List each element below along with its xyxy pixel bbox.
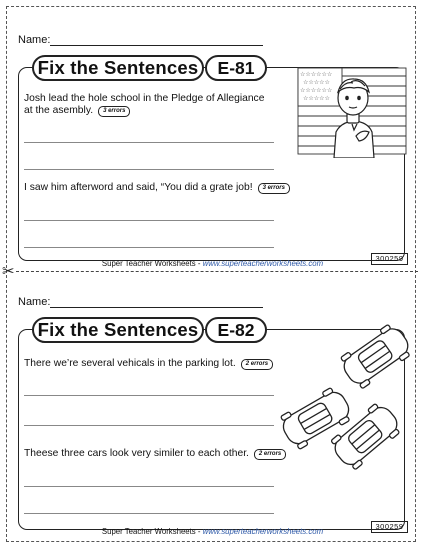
answer-line[interactable] (24, 142, 274, 143)
footer-url[interactable]: www.superteacherworksheets.com (202, 259, 324, 268)
svg-text:☆☆☆☆☆☆: ☆☆☆☆☆☆ (300, 71, 333, 78)
name-label (18, 34, 50, 46)
error-count-badge: 3 errors (98, 106, 130, 117)
worksheet-id: 300259 (371, 253, 408, 265)
answer-line[interactable] (24, 486, 274, 487)
error-count-badge: 2 errors (241, 359, 273, 370)
sentence-text-line-wrap (24, 105, 264, 117)
worksheet-title: Fix the Sentences (32, 55, 204, 81)
sentence-1 (24, 93, 264, 117)
sentence-text-line: Josh lead the hole school in the Pledge of Allegiance (24, 93, 265, 104)
svg-text:☆☆☆☆☆: ☆☆☆☆☆ (303, 79, 330, 86)
footer-text: Super Teacher Worksheets - (101, 259, 203, 268)
name-label (18, 296, 50, 308)
answer-line[interactable] (24, 169, 274, 170)
error-count-badge: 2 errors (254, 449, 286, 460)
worksheet-id: 300259 (371, 521, 408, 533)
sentence-text-line: at the asembly. (24, 105, 94, 116)
cut-line (16, 271, 418, 272)
footer-text: Super Teacher Worksheets - (101, 527, 203, 536)
boy-pledging-flag-illustration (296, 66, 408, 158)
three-cars-illustration (280, 316, 415, 476)
worksheet-code: E-82 (205, 317, 267, 343)
sentence-2 (24, 182, 290, 194)
name-label-text: Name: (18, 296, 51, 308)
worksheet-title: Fix the Sentences (32, 317, 204, 343)
sentence-2 (24, 448, 286, 460)
svg-text:☆☆☆☆☆: ☆☆☆☆☆ (303, 95, 330, 102)
name-line[interactable] (50, 307, 263, 308)
svg-text:☆☆☆☆☆☆: ☆☆☆☆☆☆ (300, 87, 333, 94)
sentence-text-line: I saw him afterword and said, “You did a grate job! (24, 182, 253, 193)
sentence-text-line: Theese three cars look very similer to each other. (24, 448, 249, 459)
answer-line[interactable] (24, 513, 274, 514)
footer-credit (0, 259, 425, 268)
name-label-text: Name: (18, 34, 51, 46)
footer-credit (0, 527, 425, 536)
answer-line[interactable] (24, 220, 274, 221)
answer-line[interactable] (24, 395, 274, 396)
sentence-text-line: There we’re several vehicals in the parking lot. (24, 358, 236, 369)
error-count-badge: 3 errors (258, 183, 290, 194)
scissors-icon: ✂ (2, 262, 15, 280)
answer-line[interactable] (24, 247, 274, 248)
footer-url[interactable]: www.superteacherworksheets.com (202, 527, 324, 536)
worksheet-code: E-81 (205, 55, 267, 81)
sentence-1 (24, 358, 273, 370)
name-line[interactable] (50, 45, 263, 46)
answer-line[interactable] (24, 425, 274, 426)
